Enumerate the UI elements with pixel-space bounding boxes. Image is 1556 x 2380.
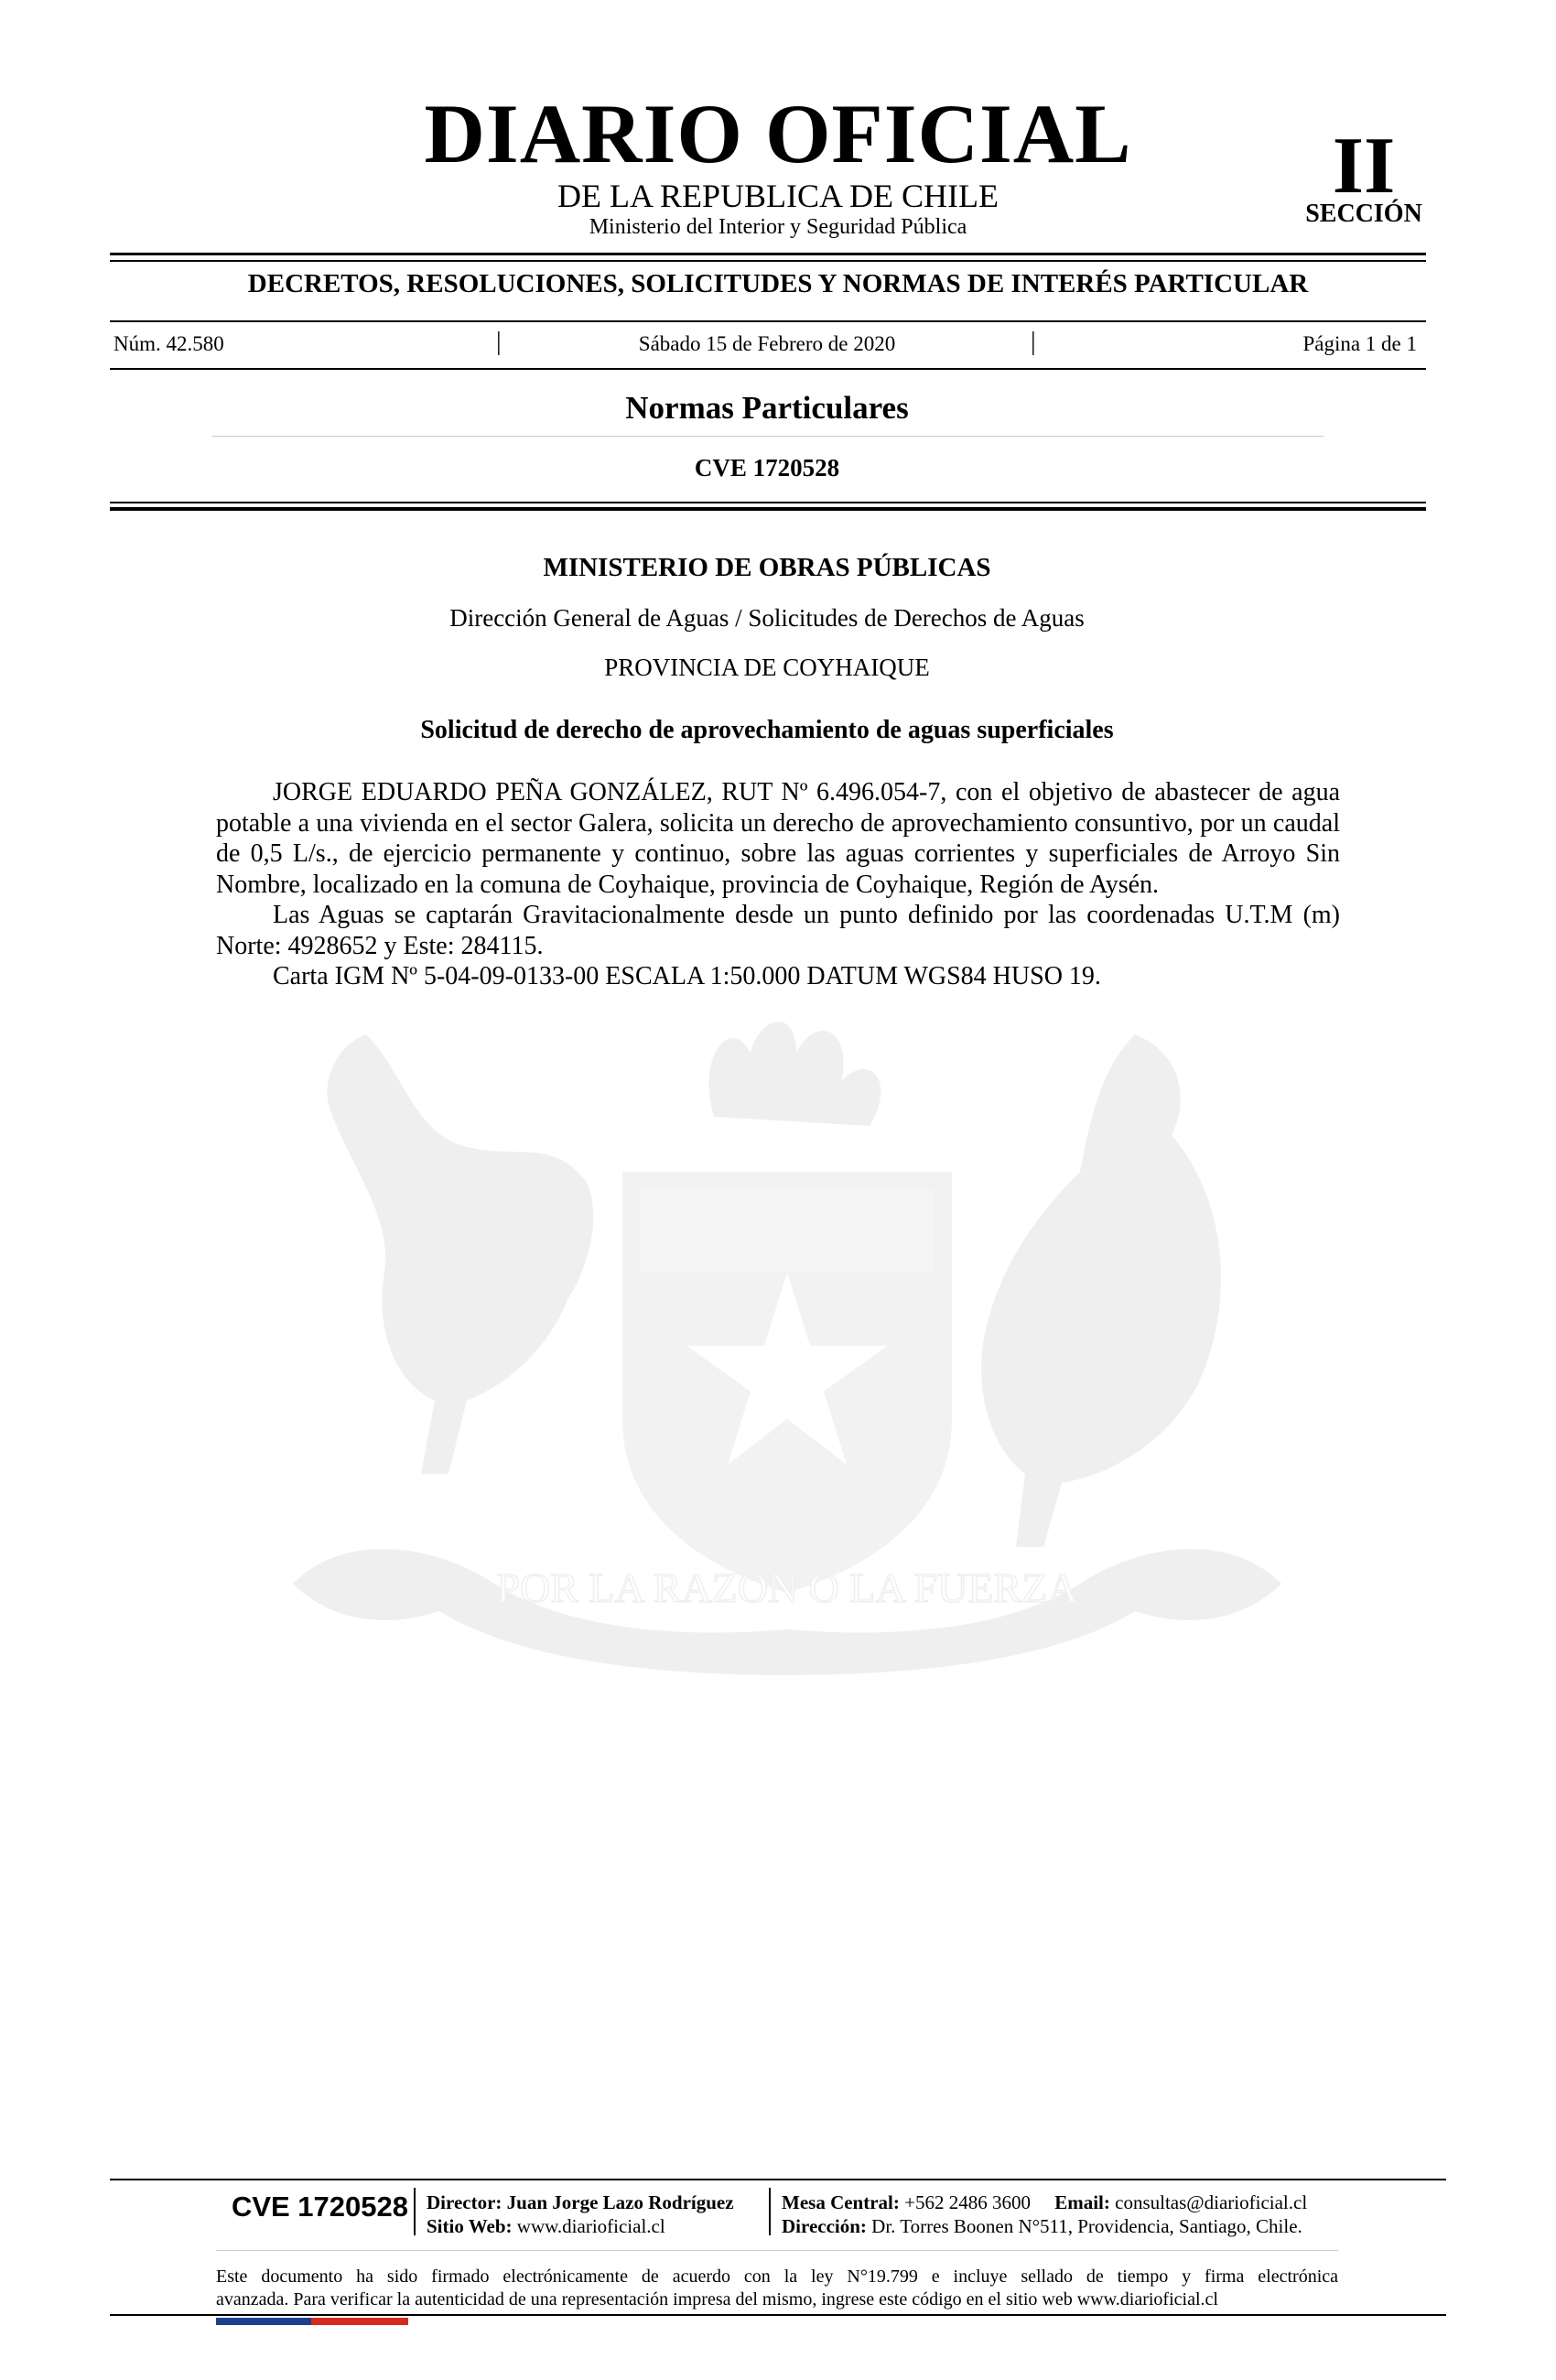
footer-director-block: [427, 2191, 734, 2238]
footer-cve: CVE 1720528: [231, 2191, 408, 2223]
normas-title: Normas Particulares: [625, 390, 909, 426]
masthead-title: DIARIO OFICIAL: [424, 87, 1132, 180]
direccion-heading: Dirección General de Aguas / Solicitudes de Derechos de Aguas: [449, 604, 1085, 632]
masthead-ministry: Ministerio del Interior y Seguridad Pública: [589, 215, 967, 239]
footer-rule-bottom: [110, 2314, 1446, 2316]
web-link[interactable]: www.diarioficial.cl: [516, 2215, 665, 2237]
watermark-motto: POR LA RAZON O LA FUERZA: [496, 1564, 1078, 1611]
ministry-heading: MINISTERIO DE OBRAS PÚBLICAS: [543, 553, 991, 582]
body-text: [216, 777, 1340, 992]
direccion-address: Dr. Torres Boonen N°511, Providencia, Santiago, Chile.: [871, 2215, 1302, 2237]
direccion-label: Dirección:: [782, 2215, 867, 2237]
cve-code: CVE 1720528: [694, 454, 840, 481]
solicitud-title: Solicitud de derecho de aprovechamiento de aguas superficiales: [420, 716, 1114, 744]
mesa-label: Mesa Central:: [782, 2191, 900, 2213]
meta-separator-1: |: [496, 328, 502, 356]
flag-stripe-red: [311, 2318, 408, 2325]
issue-date: Sábado 15 de Febrero de 2020: [638, 332, 896, 355]
mesa-phone: +562 2486 3600: [904, 2191, 1031, 2213]
masthead-rule-top: [110, 253, 1426, 255]
footer-divider-1: [414, 2188, 416, 2235]
paragraph-applicant: JORGE EDUARDO PEÑA GONZÁLEZ, RUT Nº 6.496.054-7, con el objetivo de abastecer de agua potable a una vivienda en el sector Galera, solicita un derecho de aprovechamiento consuntivo, por un caudal de 0,5 L/s., de ejercicio permanente y continuo, sobre las aguas corrientes y superficiales de Arroyo Sin Nombre, localizado en la comuna de Coyhaique, provincia de Coyhaique, Región de Aysén.: [216, 778, 1340, 899]
meta-rule-top: [110, 320, 1426, 322]
page-indicator: Página 1 de 1: [1302, 332, 1417, 355]
meta-separator-2: |: [1031, 328, 1036, 356]
header-rule-thick: [110, 507, 1426, 511]
email-label: Email:: [1054, 2191, 1110, 2213]
email-link[interactable]: consultas@diarioficial.cl: [1115, 2191, 1308, 2213]
paragraph-map-reference: Carta IGM Nº 5-04-09-0133-00 ESCALA 1:50.000 DATUM WGS84 HUSO 19.: [273, 962, 1101, 990]
section-label: SECCIÓN: [1305, 200, 1422, 228]
web-label: Sitio Web:: [427, 2215, 513, 2237]
header-rule-thin: [110, 502, 1426, 503]
provincia-heading: PROVINCIA DE COYHAIQUE: [604, 654, 930, 681]
footer-rule-mid: [216, 2250, 1338, 2251]
footer-rule-top: [110, 2179, 1446, 2180]
section-heading: DECRETOS, RESOLUCIONES, SOLICITUDES Y NORMAS DE INTERÉS PARTICULAR: [247, 269, 1309, 298]
legal-line-1: Este documento ha sido firmado electrónicamente de acuerdo con la ley N°19.799 e incluye sellado de tiempo y firma electrónica: [216, 2266, 1338, 2287]
director-name: Juan Jorge Lazo Rodríguez: [506, 2191, 734, 2213]
paragraph-coordinates: Las Aguas se captarán Gravitacionalmente desde un punto definido por las coordenadas U.T.M (m) Norte: 4928652 y Este: 284115.: [216, 901, 1340, 960]
footer-contact-block: [782, 2191, 1307, 2238]
footer-legal-notice: [216, 2266, 1338, 2311]
legal-line-2: avanzada. Para verificar la autenticidad de una representación impresa del mismo, ingrese este código en el sitio web www.diarioficial.cl: [216, 2289, 1218, 2310]
masthead-subtitle: DE LA REPUBLICA DE CHILE: [557, 178, 999, 214]
footer-divider-2: [769, 2188, 771, 2235]
normas-divider: [212, 436, 1324, 437]
flag-stripe-blue: [216, 2318, 311, 2325]
coat-of-arms-watermark: [238, 998, 1336, 1693]
meta-rule-bottom: [110, 368, 1426, 370]
issue-number: Núm. 42.580: [113, 332, 224, 355]
director-label: Director:: [427, 2191, 502, 2213]
masthead-rule-bottom: [110, 260, 1426, 262]
section-number: II: [1332, 122, 1396, 211]
